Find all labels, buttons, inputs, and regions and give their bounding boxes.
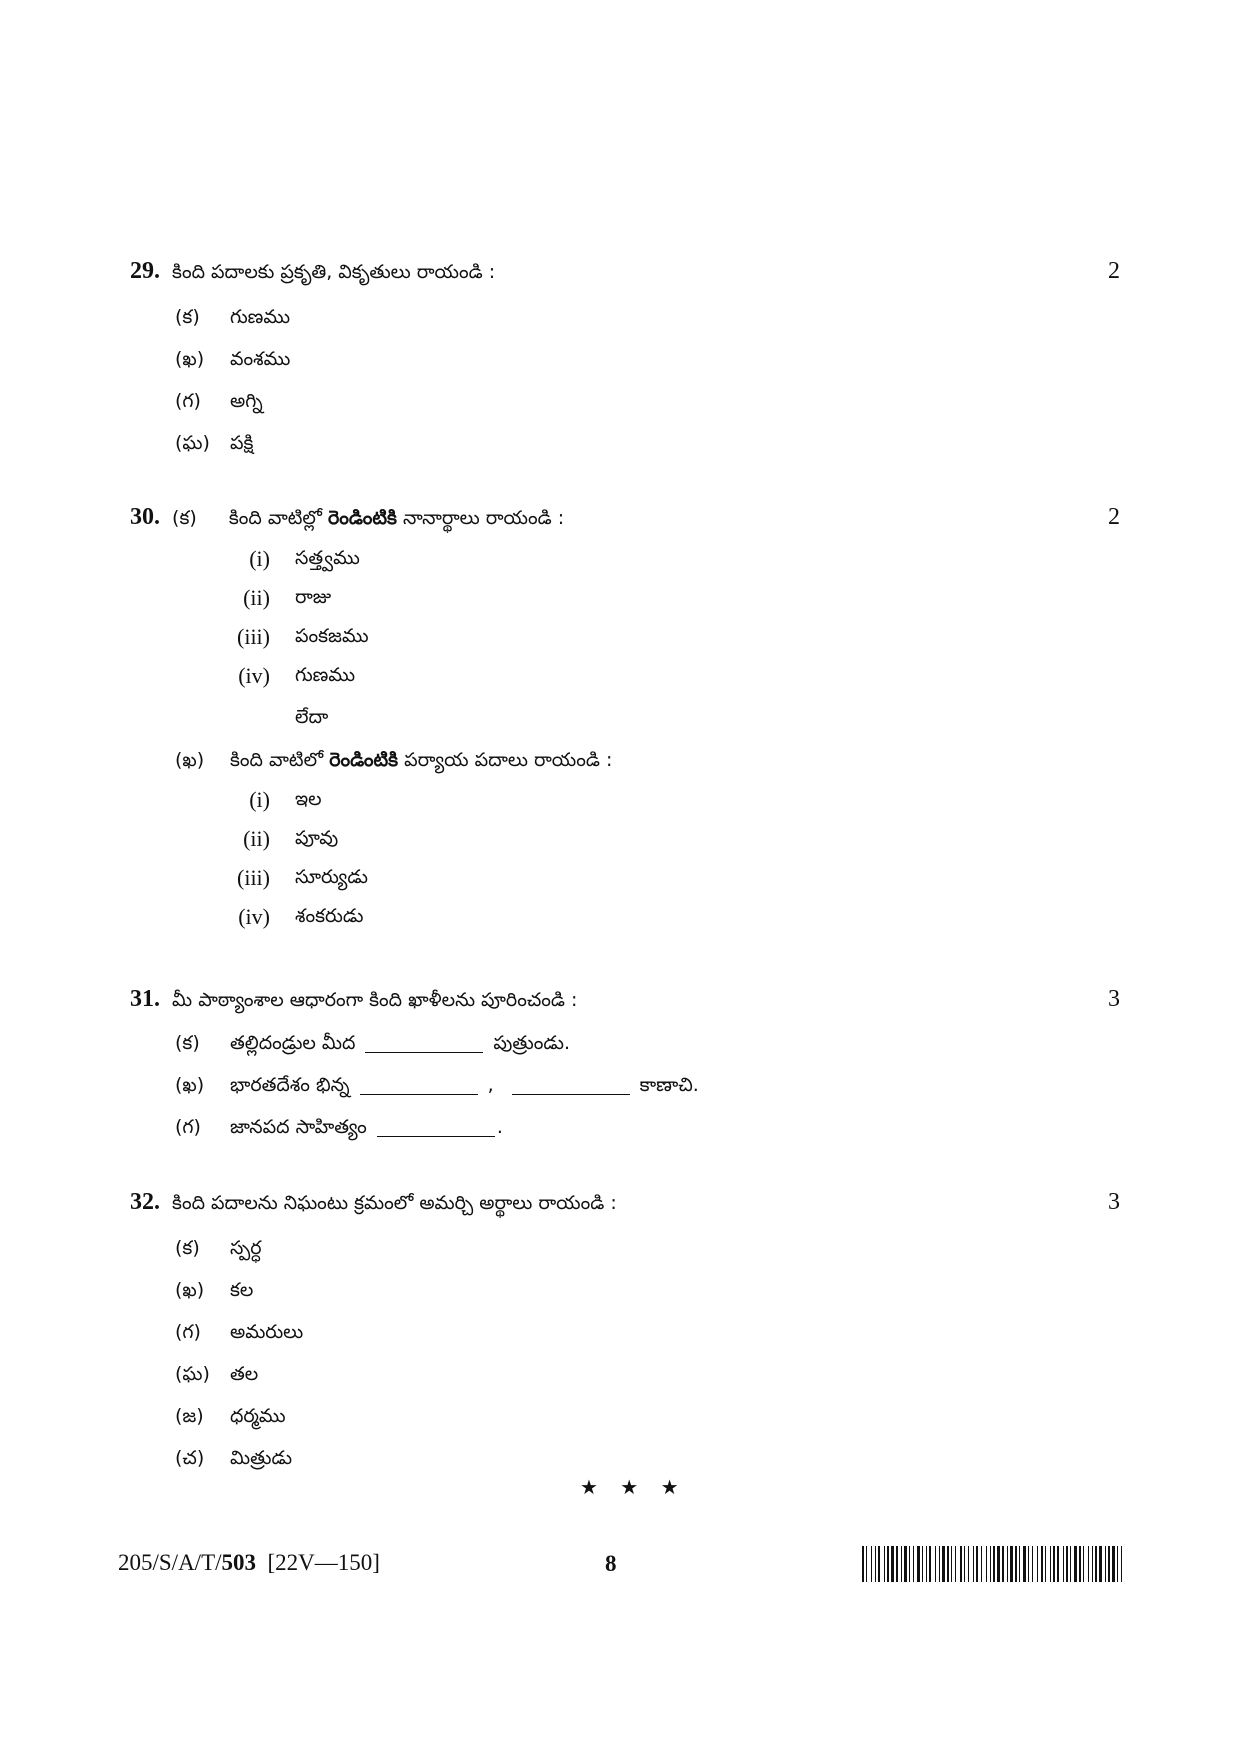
- barcode-bar: [1083, 1546, 1084, 1582]
- barcode-bar: [1045, 1546, 1046, 1582]
- barcode-bar: [1066, 1546, 1068, 1582]
- list-item: [130, 617, 1120, 656]
- question-31: [130, 982, 1120, 1148]
- item-text: సత్త్వము: [295, 547, 360, 569]
- item-label: (ఘ): [175, 432, 210, 454]
- barcode-bar: [1032, 1546, 1033, 1582]
- question-29: [130, 254, 1120, 464]
- item-label: (iii): [237, 624, 270, 649]
- barcode-bar: [926, 1546, 927, 1582]
- part-a-text-post: నానార్థాలు రాయండి :: [396, 507, 565, 529]
- question-number: 30.: [130, 504, 160, 530]
- barcode-bar: [1063, 1546, 1064, 1582]
- item-text: పక్షి: [230, 432, 254, 454]
- barcode-bar: [968, 1546, 969, 1582]
- list-item: [130, 1269, 1120, 1311]
- barcode-bar: [976, 1546, 978, 1582]
- question-marks: 2: [1108, 258, 1120, 284]
- item-text: శంకరుడు: [295, 905, 364, 927]
- barcode-bar: [887, 1546, 889, 1582]
- item-label: (గ): [175, 1116, 201, 1138]
- item-label: (క): [175, 1237, 200, 1259]
- item-text: పంకజము: [295, 625, 369, 647]
- barcode-bar: [1092, 1546, 1093, 1582]
- barcode-bar: [1070, 1546, 1071, 1582]
- question-number: 31.: [130, 986, 160, 1012]
- item-label: (ii): [243, 585, 270, 610]
- item-text: గుణము: [230, 306, 291, 328]
- barcode-bar: [862, 1546, 864, 1582]
- barcode-bar: [981, 1546, 982, 1582]
- barcode-bar: [1041, 1546, 1043, 1582]
- list-item: [130, 1437, 1120, 1479]
- barcode-bar: [1050, 1546, 1051, 1582]
- barcode-bar: [875, 1546, 876, 1582]
- item-label: (iv): [238, 663, 270, 688]
- question-text: మీ పాఠ్యాంశాల ఆధారంగా కింది ఖాళీలను పూరించండి :: [172, 989, 578, 1011]
- barcode-bar: [1117, 1546, 1118, 1582]
- question-marks: 3: [1108, 986, 1120, 1012]
- barcode-bar: [964, 1546, 965, 1582]
- barcode-bar: [960, 1546, 962, 1582]
- barcode-bar: [1095, 1546, 1097, 1582]
- blank-line: [377, 1116, 495, 1137]
- item-label: (ఖ): [175, 1279, 205, 1301]
- part-b-text-pre: కింది వాటిలో: [230, 749, 330, 771]
- fill-blank-item: [130, 1106, 1120, 1148]
- question-32: [130, 1185, 1120, 1479]
- barcode-bar: [990, 1546, 991, 1582]
- barcode-bar: [1010, 1546, 1013, 1582]
- question-text: కింది పదాలను నిఘంటు క్రమంలో అమర్చి అర్థాలు రాయండి :: [172, 1192, 617, 1214]
- barcode-bar: [884, 1546, 885, 1582]
- barcode-bar: [942, 1546, 945, 1582]
- part-label: (ఖ): [175, 749, 205, 771]
- or-text: లేదా: [295, 706, 329, 728]
- barcode-bar: [1088, 1546, 1089, 1582]
- barcode-bar: [997, 1546, 1000, 1582]
- item-label: (iv): [238, 904, 270, 929]
- barcode-bar: [986, 1546, 987, 1582]
- list-item: [130, 897, 1120, 936]
- barcode-bar: [917, 1546, 920, 1582]
- part-b-header: [130, 740, 1120, 780]
- item-text: భారతదేశం భిన్న: [230, 1074, 350, 1096]
- question-29-header: [130, 254, 1120, 288]
- question-marks: 3: [1108, 1189, 1120, 1215]
- barcode-bar: [939, 1546, 940, 1582]
- barcode-bar: [1028, 1546, 1029, 1582]
- item-text: స్పర్ధ: [230, 1237, 262, 1259]
- item-label: (గ): [175, 1321, 201, 1343]
- item-text: కల: [230, 1279, 254, 1301]
- barcode-bar: [929, 1546, 931, 1582]
- barcode-bar: [1121, 1546, 1122, 1582]
- barcode-bar: [904, 1546, 907, 1582]
- item-label: (ఘ): [175, 1363, 210, 1385]
- barcode-bar: [935, 1546, 936, 1582]
- list-item: [130, 380, 1120, 422]
- item-text: కాణాచి.: [639, 1074, 699, 1096]
- barcode-bar: [871, 1546, 872, 1582]
- list-item: [130, 656, 1120, 695]
- item-label: (ఖ): [175, 1074, 205, 1096]
- list-item: [130, 1311, 1120, 1353]
- barcode-bar: [1019, 1546, 1020, 1582]
- list-item: [130, 858, 1120, 897]
- item-text: అమరులు: [230, 1321, 304, 1343]
- barcode-bar: [896, 1546, 898, 1582]
- item-text: మిత్రుడు: [230, 1447, 293, 1469]
- item-label: (i): [249, 546, 270, 571]
- blank-line: [365, 1032, 483, 1053]
- list-item: [130, 539, 1120, 578]
- barcode-bar: [1108, 1546, 1110, 1582]
- barcode-bar: [891, 1546, 894, 1582]
- item-text: గుణము: [295, 664, 356, 686]
- item-text: ధర్మము: [230, 1405, 286, 1427]
- barcode-bar: [878, 1546, 880, 1582]
- barcode-bar: [866, 1546, 867, 1582]
- list-item: [130, 1353, 1120, 1395]
- barcode-bar: [1023, 1546, 1026, 1582]
- item-text: తల్లిదండ్రుల మీద: [230, 1032, 356, 1054]
- question-text: కింది పదాలకు ప్రకృతి, వికృతులు రాయండి :: [172, 261, 496, 283]
- barcode-bar: [951, 1546, 952, 1582]
- barcode-bar: [955, 1546, 956, 1582]
- list-item: [130, 1395, 1120, 1437]
- list-item: [130, 819, 1120, 858]
- barcode-bar: [913, 1546, 914, 1582]
- page-number: 8: [605, 1551, 617, 1576]
- item-text: వంశము: [230, 348, 291, 370]
- item-text: అగ్ని: [230, 390, 263, 412]
- barcode-bar: [1015, 1546, 1017, 1582]
- barcode-bar: [1112, 1546, 1115, 1582]
- list-item: [130, 780, 1120, 819]
- question-31-header: [130, 982, 1120, 1016]
- barcode-bar: [947, 1546, 949, 1582]
- paper-code-number: 503: [221, 1550, 257, 1575]
- item-label: (జ): [175, 1405, 204, 1427]
- list-item: [130, 578, 1120, 617]
- item-text: .: [496, 1116, 503, 1138]
- part-b-text-bold: రెండింటికి: [329, 749, 399, 771]
- question-32-header: [130, 1185, 1120, 1219]
- barcode-bar: [993, 1546, 995, 1582]
- item-text: జానపద సాహిత్యం: [230, 1116, 367, 1138]
- blank-line: [360, 1074, 478, 1095]
- item-label: (క): [175, 306, 200, 328]
- item-label: (i): [249, 787, 270, 812]
- part-label: (క): [172, 507, 197, 529]
- part-b-text-post: పర్యాయ పదాలు రాయండి :: [398, 749, 613, 771]
- end-marker: ★ ★ ★: [580, 1475, 687, 1499]
- part-a-text-pre: కింది వాటిల్లో: [228, 507, 329, 529]
- item-text: పూవు: [295, 827, 339, 849]
- barcode-bar: [1053, 1546, 1055, 1582]
- fill-blank-item: [130, 1022, 1120, 1064]
- barcode-bar: [1007, 1546, 1008, 1582]
- barcode-bar: [909, 1546, 910, 1582]
- barcode-bar: [1105, 1546, 1106, 1582]
- question-number: 29.: [130, 258, 160, 284]
- batch-code: [22V—150]: [267, 1550, 380, 1575]
- question-marks: 2: [1108, 504, 1120, 530]
- or-separator: [130, 695, 1120, 740]
- item-label: (క): [175, 1032, 200, 1054]
- item-text: తల: [230, 1363, 259, 1385]
- item-label: (iii): [237, 865, 270, 890]
- question-30-header: [130, 500, 1120, 534]
- part-a-text-bold: రెండింటికి: [328, 507, 397, 529]
- barcode-bar: [1057, 1546, 1059, 1582]
- barcode-bar: [1074, 1546, 1077, 1582]
- barcode-bar: [922, 1546, 923, 1582]
- list-item: [130, 422, 1120, 464]
- item-text: సూర్యుడు: [295, 866, 368, 888]
- fill-blank-item: [130, 1064, 1120, 1106]
- barcode-bar: [1079, 1546, 1081, 1582]
- barcode-bar: [973, 1546, 974, 1582]
- item-text: ఇల: [295, 788, 322, 810]
- barcode: [862, 1546, 1122, 1582]
- list-item: [130, 296, 1120, 338]
- barcode-bar: [1037, 1546, 1038, 1582]
- question-30: [130, 500, 1120, 936]
- list-item: [130, 1227, 1120, 1269]
- item-label: (ఖ): [175, 348, 205, 370]
- list-item: [130, 338, 1120, 380]
- item-text: రాజు: [295, 586, 332, 608]
- item-text: ,: [487, 1074, 494, 1096]
- item-text: పుత్రుండు.: [493, 1032, 571, 1054]
- paper-code-prefix: 205/S/A/T/: [118, 1550, 222, 1575]
- barcode-bar: [1099, 1546, 1102, 1582]
- paper-code: [118, 1550, 380, 1576]
- item-label: (చ): [175, 1447, 205, 1469]
- item-label: (ii): [243, 826, 270, 851]
- item-label: (గ): [175, 390, 201, 412]
- barcode-bar: [1002, 1546, 1004, 1582]
- barcode-bar: [901, 1546, 902, 1582]
- question-number: 32.: [130, 1189, 160, 1215]
- blank-line: [512, 1074, 630, 1095]
